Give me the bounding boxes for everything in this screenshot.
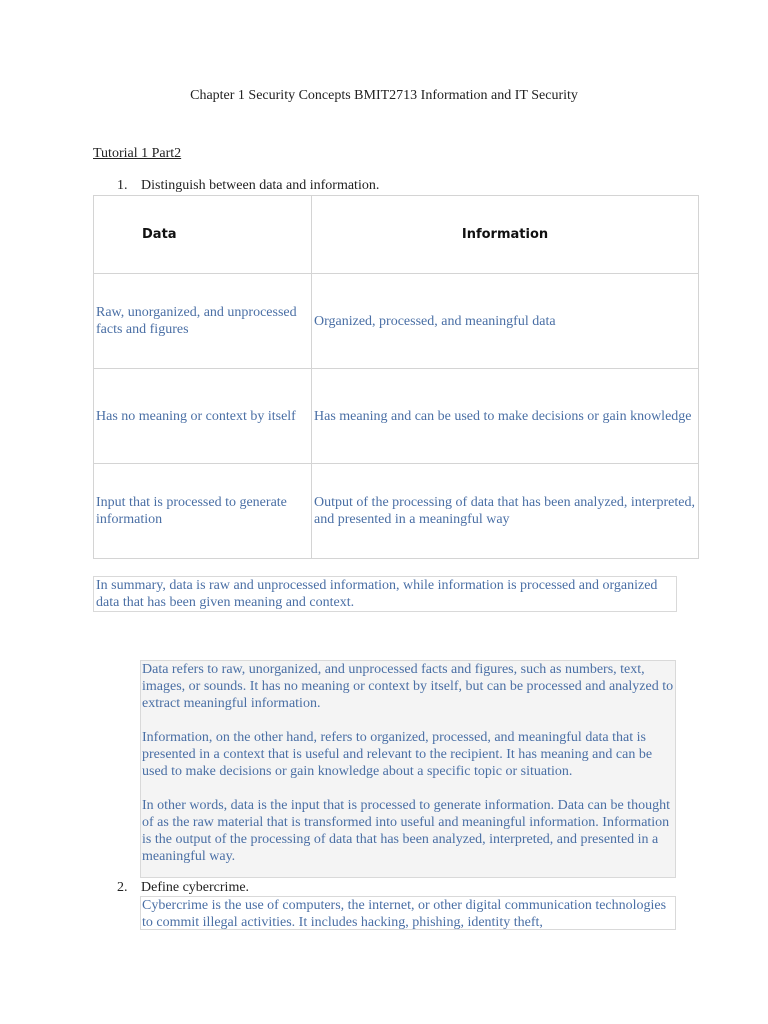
table-row	[94, 369, 699, 464]
comparison-table	[93, 195, 699, 559]
question-number: 2.	[117, 880, 128, 895]
cybercrime-answer-box: Cybercrime is the use of computers, the internet, or other digital communication technologies to commit illegal activities. It includes hacking, phishing, identity theft,	[140, 896, 676, 930]
table-cell: Has no meaning or context by itself	[94, 369, 312, 464]
question-2	[117, 879, 249, 897]
table-cell: Has meaning and can be used to make decisions or gain knowledge	[312, 369, 699, 464]
explanation-paragraph: Information, on the other hand, refers to organized, processed, and meaningful data that is presented in a context that is useful and relevant to the recipient. It has meaning and can be used to make decisions or gain knowledge about a specific topic or situation.	[142, 730, 653, 779]
summary-box: In summary, data is raw and unprocessed information, while information is processed and organized data that has been given meaning and context.	[93, 576, 677, 612]
question-text: Distinguish between data and information.	[141, 178, 380, 193]
page-title: Chapter 1 Security Concepts BMIT2713 Information and IT Security	[190, 88, 578, 103]
table-cell: Raw, unorganized, and unprocessed facts and figures	[94, 274, 312, 369]
column-header-information: Information	[312, 196, 699, 274]
explanation-paragraph: Data refers to raw, unorganized, and unprocessed facts and figures, such as numbers, text, images, or sounds. It has no meaning or context by itself, but can be processed and analyzed to extract meaningful information.	[142, 662, 674, 711]
column-header-data: Data	[94, 196, 312, 274]
explanation-paragraph: In other words, data is the input that is processed to generate information. Data can be thought of as the raw material that is transformed into useful and meaningful information. Information is the output of the processing of data that has been analyzed, interpreted, and presented in a meaningful way.	[142, 798, 670, 864]
table-cell: Input that is processed to generate information	[94, 464, 312, 559]
table-header-row	[94, 196, 699, 274]
table-row	[94, 464, 699, 559]
question-text: Define cybercrime.	[141, 880, 250, 895]
question-number: 1.	[117, 178, 128, 193]
question-1	[117, 177, 379, 195]
table-row	[94, 274, 699, 369]
tutorial-subtitle: Tutorial 1 Part2	[93, 146, 182, 161]
explanation-box	[140, 660, 676, 878]
table-cell: Organized, processed, and meaningful data	[312, 274, 699, 369]
table-cell: Output of the processing of data that has been analyzed, interpreted, and presented in a meaningful way	[312, 464, 699, 559]
